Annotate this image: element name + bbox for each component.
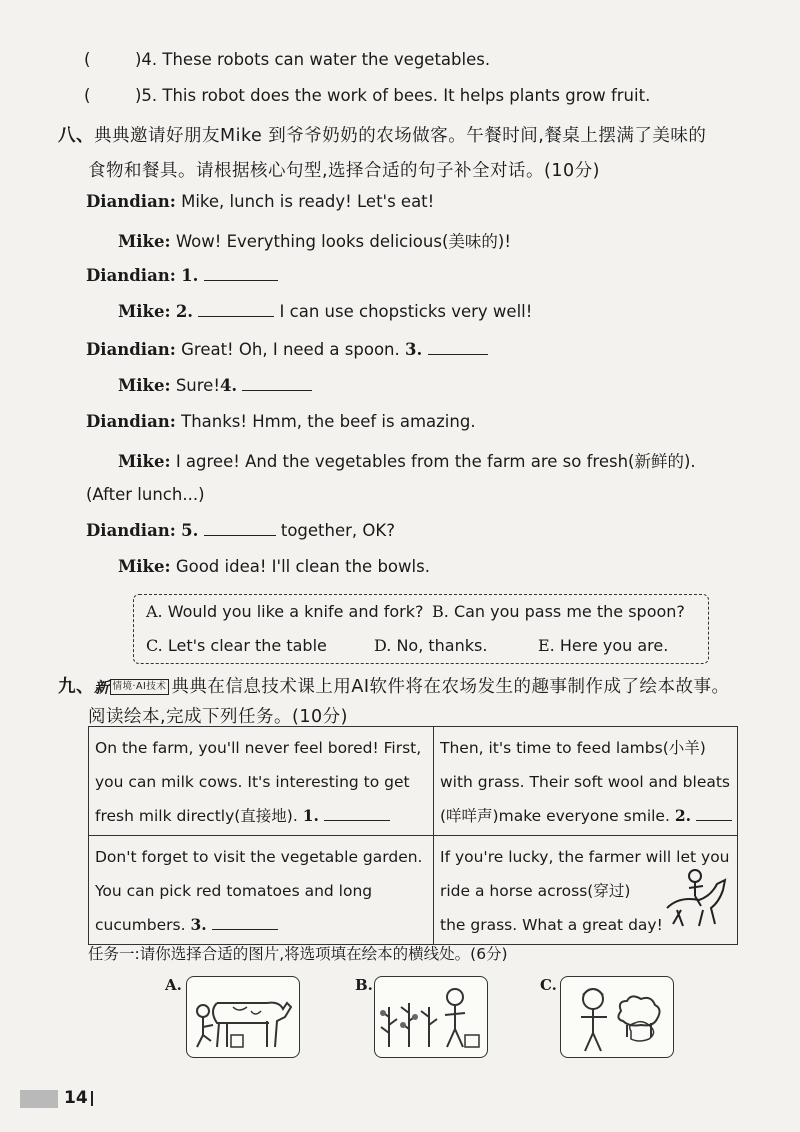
story-text: You can pick red tomatoes and long xyxy=(95,882,373,900)
option-c xyxy=(146,636,327,655)
horse-rider-icon xyxy=(659,866,731,932)
page-number-tick xyxy=(91,1091,93,1106)
blank-number: 3. xyxy=(190,915,207,934)
speaker-diandian: Diandian: xyxy=(86,192,176,211)
boy-with-lambs-icon xyxy=(561,977,673,1057)
new-tag: 新 xyxy=(94,678,110,697)
dialogue-text: Wow! Everything looks delicious(美味的)! xyxy=(175,232,511,251)
story-text: fresh milk directly(直接地). xyxy=(95,807,298,825)
story-cell-1 xyxy=(89,727,434,836)
picture-c[interactable] xyxy=(560,976,674,1058)
dialogue-text: I agree! And the vegetables from the farm are so fresh(新鲜的). xyxy=(175,452,696,471)
blank-number: 4. xyxy=(219,376,238,395)
story-text: ride a horse across(穿过) xyxy=(440,882,631,900)
blank-number: 2. xyxy=(175,302,194,321)
speaker-mike: Mike: xyxy=(118,376,171,395)
speaker-diandian: Diandian: xyxy=(86,412,176,431)
dialogue-text: Great! Oh, I need a spoon. xyxy=(181,340,400,359)
stage-direction: (After lunch...) xyxy=(86,485,205,504)
task-text: 任务一:请你选择合适的图片,将选项填在绘本的横线处。(6分) xyxy=(88,945,508,963)
dialogue-line xyxy=(118,302,532,321)
question-text: This robot does the work of bees. It helps plants grow fruit. xyxy=(162,86,651,105)
picture-c-label: C. xyxy=(540,976,557,994)
dialogue-text: Thanks! Hmm, the beef is amazing. xyxy=(181,412,476,431)
section-number: 九、 xyxy=(58,677,94,697)
dialogue-line xyxy=(86,340,488,359)
option-text: No, thanks. xyxy=(396,636,488,655)
section-instruction: 典典邀请好朋友Mike 到爷爷奶奶的农场做客。午餐时间,餐桌上摆满了美味的 xyxy=(94,126,707,146)
dialogue-line xyxy=(118,376,312,395)
dialogue-line xyxy=(86,266,278,285)
story-blank-2[interactable] xyxy=(696,806,732,821)
speaker-diandian: Diandian: xyxy=(86,340,176,359)
option-letter: C. xyxy=(146,636,163,655)
question-5 xyxy=(84,86,650,105)
story-text: Don't forget to visit the vegetable garden. xyxy=(95,848,423,866)
story-text: (咩咩声)make everyone smile. xyxy=(440,807,670,825)
dialogue-line xyxy=(118,557,430,576)
question-text: These robots can water the vegetables. xyxy=(162,50,491,69)
story-text: On the farm, you'll never feel bored! First, xyxy=(95,739,422,757)
dialogue-text: Sure! xyxy=(175,376,220,395)
section-instruction: 典典在信息技术课上用AI软件将在农场发生的趣事制作成了绘本故事。 xyxy=(171,677,730,697)
dialogue-text: Mike, lunch is ready! Let's eat! xyxy=(181,192,435,211)
story-cell-2 xyxy=(434,727,738,836)
dialogue-line xyxy=(86,412,476,431)
speaker-mike: Mike: xyxy=(118,452,171,471)
answer-paren-close: ) xyxy=(134,50,142,69)
story-text: Then, it's time to feed lambs(小羊) xyxy=(440,739,706,757)
dialogue-line xyxy=(86,192,434,211)
option-letter: E. xyxy=(538,636,555,655)
option-letter: A. xyxy=(146,602,163,621)
answer-blank-4[interactable] xyxy=(242,376,312,391)
section8-title xyxy=(58,122,706,147)
section9-title-line2 xyxy=(88,703,348,728)
story-cell-3 xyxy=(89,836,434,945)
speaker-mike: Mike: xyxy=(118,302,171,321)
dialogue-line xyxy=(118,228,511,252)
option-e xyxy=(538,636,668,655)
answer-paren-close: ) xyxy=(134,86,142,105)
option-letter: B. xyxy=(432,602,449,621)
page-number: 14 xyxy=(64,1088,88,1108)
option-text: Would you like a knife and fork? xyxy=(167,602,424,621)
dialogue-text: I can use chopsticks very well! xyxy=(279,302,533,321)
answer-blank-3[interactable] xyxy=(428,340,488,355)
dialogue-line xyxy=(118,448,696,472)
question-4 xyxy=(84,50,490,69)
section-number: 八、 xyxy=(58,126,94,146)
answer-blank-5[interactable] xyxy=(204,521,276,536)
section-instruction: 食物和餐具。请根据核心句型,选择合适的句子补全对话。(10分) xyxy=(88,161,600,181)
speaker-mike: Mike: xyxy=(118,232,171,251)
option-d xyxy=(374,636,487,655)
option-text: Here you are. xyxy=(559,636,669,655)
blank-number: 3. xyxy=(405,340,423,359)
picture-book-table xyxy=(88,726,738,945)
option-b xyxy=(432,602,685,621)
dialogue-text: Good idea! I'll clean the bowls. xyxy=(175,557,430,576)
option-text: Can you pass me the spoon? xyxy=(453,602,685,621)
picture-a[interactable] xyxy=(186,976,300,1058)
question-number: 5. xyxy=(141,86,158,105)
story-blank-1[interactable] xyxy=(324,806,390,821)
story-blank-3[interactable] xyxy=(212,915,278,930)
options-box xyxy=(133,594,709,664)
dialogue-line xyxy=(86,521,395,540)
blank-number: 1. xyxy=(181,266,199,285)
picture-b[interactable] xyxy=(374,976,488,1058)
answer-blank-1[interactable] xyxy=(204,266,278,281)
story-text: the grass. What a great day! xyxy=(440,916,663,934)
picture-b-label: B. xyxy=(355,976,373,994)
answer-paren-open: ( xyxy=(84,86,91,105)
section-instruction: 阅读绘本,完成下列任务。(10分) xyxy=(88,707,348,727)
speaker-diandian: Diandian: xyxy=(86,521,176,540)
story-text: If you're lucky, the farmer will let you xyxy=(440,848,730,866)
cow-milking-icon xyxy=(187,977,299,1057)
story-text: cucumbers. xyxy=(95,916,186,934)
section8-title-line2 xyxy=(88,157,600,182)
picture-a-label: A. xyxy=(165,976,182,994)
option-letter: D. xyxy=(374,636,392,655)
section9-title xyxy=(58,673,729,698)
context-ai-tag: 情境·AI技术 xyxy=(110,679,170,695)
answer-blank-2[interactable] xyxy=(198,302,274,317)
option-text: Let's clear the table xyxy=(167,636,327,655)
answer-paren-open: ( xyxy=(84,50,91,69)
speaker-mike: Mike: xyxy=(118,557,171,576)
task1-instruction xyxy=(88,942,508,964)
story-cell-4 xyxy=(434,836,738,945)
vegetable-garden-icon xyxy=(375,977,487,1057)
speaker-diandian: Diandian: xyxy=(86,266,176,285)
page-number-bar xyxy=(20,1090,58,1108)
dialogue-text: together, OK? xyxy=(280,521,395,540)
story-text: you can milk cows. It's interesting to get xyxy=(95,773,410,791)
story-text: with grass. Their soft wool and bleats xyxy=(440,773,731,791)
question-number: 4. xyxy=(141,50,158,69)
blank-number: 1. xyxy=(302,806,319,825)
blank-number: 5. xyxy=(181,521,199,540)
option-a xyxy=(146,602,423,621)
after-lunch-note xyxy=(86,485,205,504)
blank-number: 2. xyxy=(674,806,692,825)
